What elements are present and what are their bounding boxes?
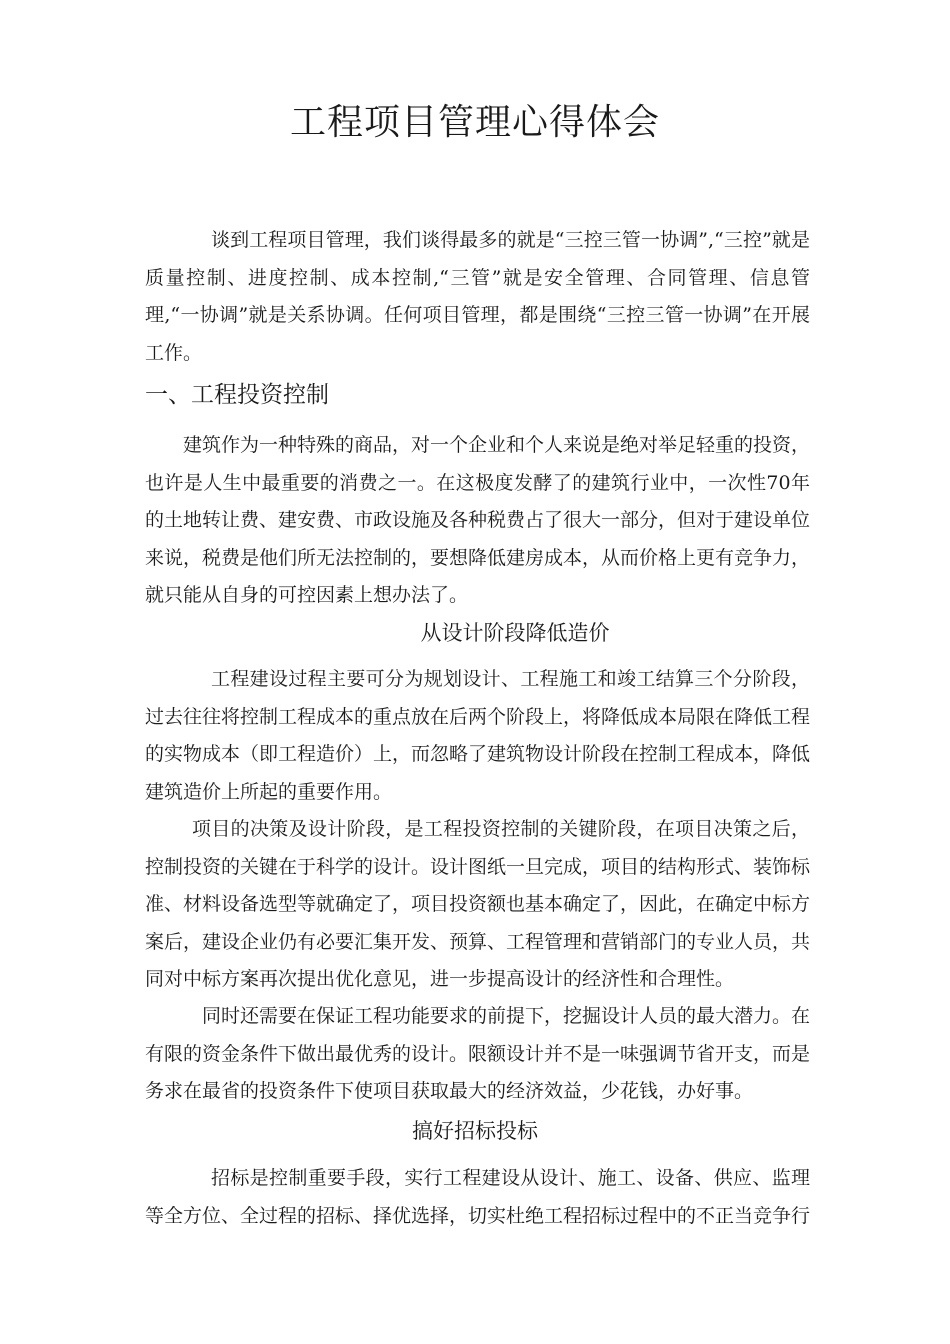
design-paragraph-1: 工程建设过程主要可分为规划设计、工程施工和竣工结算三个分阶段，过去往往将控制工程成本的重点放在后两个阶段上，将降低成本局限在降低工程的实物成本（即工程造价）上，而忽略了建筑物设计阶段在控制工程成本，降低建筑造价上所起的重要作用。 [145,668,811,803]
subheading-bidding: 搞好招标投标 [412,1119,538,1143]
design-paragraph-2: 项目的决策及设计阶段，是工程投资控制的关键阶段，在项目决策之后，控制投资的关键在于科学的设计。设计图纸一旦完成，项目的结构形式、装饰标准、材料设备选型等就确定了，项目投资额也基本确定了，因此，在确定中标方案后，建设企业仍有必要汇集开发、预算、工程管理和营销部门的专业人员，共同对中标方案再次提出优化意见，进一步提高设计的经济性和合理性。 [145,818,811,990]
document-title: 工程项目管理心得体会 [289,102,660,143]
design-paragraph-3: 同时还需要在保证工程功能要求的前提下，挖掘设计人员的最大潜力。在有限的资金条件下做出最优秀的设计。限额设计并不是一味强调节省开支，而是务求在最省的投资条件下使项目获取最大的经济效益，少花钱，办好事。 [145,1005,811,1102]
section-heading-investment-control: 一、工程投资控制 [145,382,329,408]
subheading-design-stage: 从设计阶段降低造价 [420,621,610,645]
bidding-paragraph: 招标是控制重要手段，实行工程建设从设计、施工、设备、供应、监理等全方位、全过程的招标、择优选择，切实杜绝工程招标过程中的不正当竞争行 [145,1167,811,1227]
intro-paragraph: 谈到工程项目管理，我们谈得最多的就是“三控三管一协调”,“三控”就是质量控制、进度控制、成本控制,“三管”就是安全管理、合同管理、信息管理,“一协调”就是关系协调。任何项目管理，都是围绕“三控三管一协调”在开展工作。 [145,229,810,364]
section1-paragraph: 建筑作为一种特殊的商品，对一个企业和个人来说是绝对举足轻重的投资，也许是人生中最重要的消费之一。在这极度发酵了的建筑行业中，一次性70年的土地转让费、建安费、市政设施及各种税费占了很大一部分，但对于建设单位来说，税费是他们所无法控制的，要想降低建房成本，从而价格上更有竞争力，就只能从自身的可控因素上想办法了。 [145,434,811,606]
